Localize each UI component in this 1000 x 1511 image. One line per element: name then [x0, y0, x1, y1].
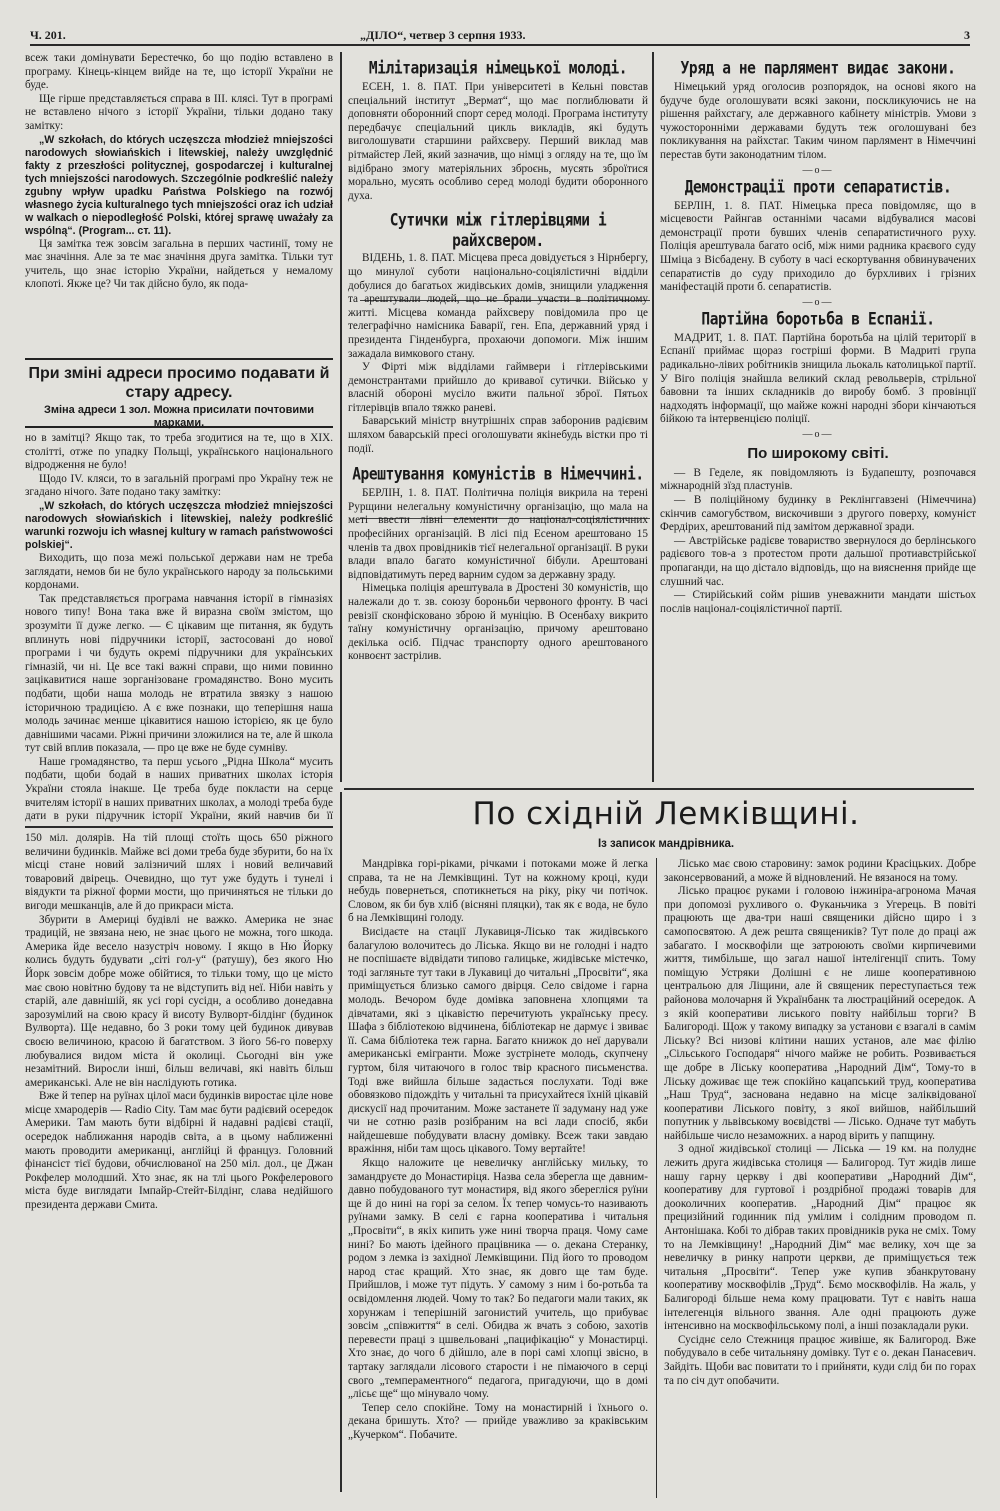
issue-number: Ч. 201. [30, 28, 66, 42]
polish-quote: „W szkołach, do których uczęszcza młodzież mniejszości narodowych słowiańskich i litewskiej, należy uwzględnić fakty z przeszłości politycznej, gospodarczej i kulturalnej tych mniejszości narodowych. Szczególnie podkreślić należy zgubny wpływ upadku Państwa Polskiego na rozwój własnego życia kulturalnego tych mniejszości oraz ich udział w walkach o niepodległość Polski, której sprawę uważały za wspólną“. (Program... ст. 11). [25, 133, 333, 237]
paragraph: Німецька поліція арештувала в Дростені 30 комуністів, що належали до т. зв. союзу бороньби червоного фронту. В часі ревізії сконфісковано зброю й муніцію. В Осенбаху викрито таїну комуністичну організацію, причому арештовано декілька осіб. Підчас транспорту одного арештованого конвоєнт застрілив. [348, 582, 648, 663]
feature-column-left [348, 858, 648, 1500]
paragraph: — В Геделе, як повідомляють із Будапешту, розпочався міжнародній зїзд пластунів. [660, 466, 976, 493]
paragraph: Ця замітка теж зовсім загальна в перших частинії, тому не має значіння. Але за те має значіння друга замітка. Тільки тут учитель, що знає історію України, найдеться у немалому клопоті. Якже це? Чи так дійсно було, як пода- [25, 237, 333, 291]
paragraph: ЕСЕН, 1. 8. ПАТ. При університеті в Кельні повстав спеціальний інститут „Вермат“, що має поглиблювати й доповняти оборонний спорт серед молоді. Програма інституту передбачує спеціальний цикль викладів, які будуть виголошувати старшини райхсверу. Перший виклад мав рітмайстер Лей, який зазначив, що німці з огляду на те, що їм відібрано змогу матеріяльних зброєнь, мусять зброїтися морально, мусять особливо серед молоді будити оборонного духа. [348, 81, 648, 202]
article-column-1-top [25, 52, 333, 352]
paragraph: Висідаєте на стації Лукавиця-Лісько так жидівського балагулою волочитесь до Ліська. Якщо ви не голодні і надто не поспішаєте відвідати типово галицьке, жидівське містечко, тоді загляньте тут таки в Лукавиці до читальні „Просвіти“, яка приміщується близько самого двірця. Село свідоме і гарна молодь. Вечором буде домівка заповнена хлопцями та дівчатами, які з цікавістю перечитують українську пресу. Шафа з бібліотекою відчинена, бібліотекар не дармує і звиває її. Сама бібліотека теж гарна. Багато книжок до неї дарували американські емігранти. Може зустрінете молодь, скупчену гуртом, біля читаючого в голос твір красного письменства. Тоді вже вийшла більше задасться послухати. Тоді вже обовязково підождіть у читальні та присухайтеся їхній цікавій дискусії над прочитаним. Може застанете її задуману над уже чи не сотню разів розібраним на всі лади спосіб, якби найдешевше побудувати власну домівку. Всеж таки завдаю вражіння, ніби там щось цікавого. Тому вертайте! [348, 925, 648, 1156]
feature-column-rule [656, 858, 657, 1498]
notice-title: При зміні адреси просимо подавати й стару адресу. [28, 365, 330, 401]
paragraph: МАДРИТ, 1. 8. ПАТ. Партійна боротьба на цілій території в Еспанії приймає щораз гостріші форми. В Мадриті група радикально-лівих робітників знищила льокаль католицької партії. У Віго поліція знайшла великий склад револьверів, стрільної бавовни та інших складників до виробу бомб. З провінції надходять інформації, що майже кожні народні збори кінчаються бійкою та інтервенцією поліції. [660, 331, 976, 426]
paragraph: Виходить, що поза межі польської держави нам не треба заглядати, немов би не було українського народу за польськими кордонами. [25, 551, 333, 592]
article-column-1-bottom [25, 832, 333, 1497]
feature-headline: По східній Лемківщині. [472, 796, 860, 832]
headline-spain: Партійна боротьба в Еспанії. [701, 310, 935, 329]
separator: —o— [802, 428, 834, 440]
paragraph: Щодо IV. кляси, то в загальній програмі про Україну теж не згадано нічого. Зате подано таку замітку: [25, 472, 333, 499]
paragraph: ВІДЕНЬ, 1. 8. ПАТ. Місцева преса довідується з Нірнбергу, що минулої суботи національно-соціялістичні відділи добулися до багатьох жидівських домів, знищили уладження та арештували людей, що не брали участи в політичному житті. Місцева команда райхсверу повідомила про це телеграфічно намісника Баварії, ген. Епа, державний уряд і президента Гінденбурга, прохаючи допомоги. Між іншим зажадала вимкового стану. [348, 252, 648, 360]
paragraph: БЕРЛІН, 1. 8. ПАТ. Політична поліція викрила на терені Рурщини нелегальну комуністичну організацію, що мала на меті ввести лівні елементи до націонал-соціялістичних професійних організацій. В лісі під Есеном арештовано 15 членів та двох провідників тієї нелегальної організації. В руки влади впало багато комуністичної бібули. Арештовані відповідатимуть перед варним судом за державну зраду. [348, 487, 648, 581]
news-column-2 [348, 58, 648, 782]
paragraph: но в замітці? Якщо так, то треба згодитися на те, що в XIX. столітті, отже по упадку Польщі, українського національного відродження не було! [25, 432, 333, 472]
headline-government: Уряд а не парлямент видає закони. [680, 59, 956, 79]
headline-clashes: Сутички між гітлерівцями і райхсвером. [389, 211, 607, 251]
paragraph: Німецький уряд оголосив розпорядок, на основі якого на будуче буде оголошувати всякі закони, поскликуючись не на рішення райхстагу, але державного кабінету міністрів. Умови з чужосторонніми державами будуть теж оголошувані без покликування на райхстаг. Таким чином парлямент в Німеччині перестав бути законодатним тілом. [660, 81, 976, 161]
paragraph: Сусіднє село Стежниця працює живіше, як Балигород. Вже побудувало в себе читальняну домівку. Тут є о. декан Панасевич. Зайдіть. Щоби вас повитати то і прийняти, куди слід би по горах та по січ дут опобачити. [664, 1333, 976, 1387]
paragraph: всеж таки домінувати Берестечко, бо що подію вставлено в програму. Кінець-кінцем вийде на те, що історії України не буде. [25, 52, 333, 92]
column-1-divider [25, 826, 333, 828]
feature-subheadline: Із записок мандрівника. [597, 838, 735, 850]
paragraph: Баварський міністр внутрішніх справ заборонив радієвим шляхом баварській пресі оголошувати якінебудь вістки про ті події. [348, 415, 648, 455]
headline-arrests: Арештування комуністів в Німеччині. [352, 466, 644, 485]
column-rule-1 [340, 52, 342, 782]
feature-top-rule [344, 788, 974, 790]
separator: —o— [802, 164, 834, 176]
header-rule [30, 44, 970, 46]
paragraph: — Стирійський сойм рішив уневажнити мандати шістьох послів націонал-соціялістичної партії. [660, 589, 976, 615]
paragraph: БЕРЛІН, 1. 8. ПАТ. Німецька преса повідомляє, що в місцевости Райнгав останніми часами відбувалися масові демонстрації проти бувших членів сепаратистичного руху. Поліція арештувала багато осіб, між ними радника краєвого суду Шміца з Вісбадену. В суботу в часі ескортування обвинувачених сепаратистів до суду приходило до бурхливих і грізних маніфестацій проти б. сепаратистів. [660, 199, 976, 294]
paragraph: Наше громадянство, та перш усього „Рідна Школа“ мусить подбати, щоби бодай в наших приватних школах історія України стояла інакше. Це треба буде покласти на серце вчителям історії в наших приватних школах, а молоді треба буде дати в руки підручник історії України, який навчив би її [25, 755, 333, 822]
column-rule-3 [340, 792, 342, 1492]
paragraph: У Фірті між відділами гаймвери і гітлерівськими демонстрантами прийшло до кривавої сутички. Військо у власній обороні мусіло вжити пальної зброї. Пятьох гітлерівців впало тяжко раневі. [348, 361, 648, 414]
headline-militarization: Мілітаризація німецької молоді. [368, 59, 628, 79]
paragraph: З одної жидівської столиці — Ліська — 19 км. на полуднє лежить друга жидівська столиця — Балигород. Тут жидів лише нашу гарну церкву і дві кооперативи „Народний Дім“, кооперативу для гуртової і роздрібної продажі товарів для дооколичних кооператив. „Народний Дім“ працює як прецизійний годинник під умілим і солідним проводом п. Антонішака. Кобі то дібрав таких провідників рука не сміх. Тому то на Лемківщину! „Народний Дім“ має велику, хоч ще за невеличку в ринку напроти церкви, де приміщується теж читальня „Просвіти“. Тепер уже купив збанкрутовану кооперативу москвофілів „Труд“. Бємо москвофілів. На жаль, у Балигороді більше нема кому працювати. Тут є навіть наша інтелегенція вільного звання. Але одні працюють дуже інтенсивно на москвофільському полі, а інші позакладали руки. [664, 1143, 976, 1333]
paragraph: — В поліційному будинку в Реклінггавзені (Німеччина) скінчив самогубством, вискочивши з другого поверху, комуніст Фердірих, арештований під замітом державної зради. [660, 494, 976, 534]
paragraph: Так представляється програма навчання історії в гімназіях нового типу! Вона така вже й виразна своїм змістом, що зрозуміти її дуже легко. — Є цікавим ще питання, як будуть вплинуть нові підручники історії, застосовані до нової програми і чи будуть окремі підручники для українських гімназій, чи ні. Це все такі важні справи, що ними повинно зацікавитися наше зорганізоване громадянство. Воно мусить подбати, щоби наша молодь не втратила звязку з нашою історичною традицією. А є вже познаки, що теперішня наша молодь зачинає менше цікавитися нашою історією, як це було давнішими часами. Ріжні причини зложилися на те, але й школа тут свій вплив показала, — про це вже не буде сумніву. [25, 592, 333, 755]
page-header [30, 28, 970, 44]
column-rule-2 [652, 52, 654, 782]
paragraph: Ще гірше представляється справа в III. клясі. Тут в програмі не вставлено нічого з історії України, тільки додано таку замітку: [25, 92, 333, 132]
paragraph: Вже й тепер на руїнах цілої маси будинків виростає ціле нове місце хмародерів — Radio City. Там має бути радієвий осередок Америки. Там мають бути відбірні й надавні радієві стації, осередок наближання народів світа, а в цьому наближенні мають проводити американці, англійці й француз. Головний фінансіст тієї будови, обчислюваної на 250 міл. дол., це Джан Рокфелер молодший. Хто знає, як на тлі цього Рокфелерового міста буде виглядати Імпайр-Стейт-Білдінг, слава недійшого президента держави Смита. [25, 1090, 333, 1212]
news-column-3 [660, 58, 976, 782]
separator: —o— [802, 296, 834, 308]
page-number: 3 [964, 28, 970, 42]
masthead-date: „ДІЛО“, четвер 3 серпня 1933. [360, 28, 526, 42]
article-column-1-middle [25, 432, 333, 822]
paragraph: Мандрівка горі-ріками, річками і потоками може й легка справа, та не на Лемківщині. Тут на кожному кроці, куди небудь повернеться, спотикнеться на ріку, ріку чи потічок. Словом, як би був хліб (вісняні пляцки), так як є вода, не було б на Лемківщині голоду. [348, 858, 648, 925]
headline-separatists: Демонстрації проти сепаратистів. [684, 178, 952, 197]
feature-column-right [664, 858, 976, 1500]
paragraph: Лісько працює руками і головою інжиніра-агронома Мачая при допомозі рухливого о. Фуканьчика з Угерець. В повіті працюють ще два-три наші священики дійсно щиро і з самопосвятою. А деж решта священиків? Тут поле до праці аж забагато. І москвофіли ще затроюють своїми кирпичевими життя, тимбільше, що загал нашої інтелігенції спить. Тому поміщую Устряки Долішні є не лише кооперативною центральою для Ліщини, але й священик переступається теж районова молочарня й Українбанк та люстраційний осередок. А з якій кооперативи лиського повіту найбільш торги? В Балигороді. Щож у такому випадку за установи є взагалі в самім Ліську? Всі низові клітини наших установ, але має філію „Сільського Господаря“ нічого майже не робить. Розвивається ще добре в Ліську кооператива „Народний Дім“, Тому-то в Ліську доживає ще теж спокійно кацапський труд, кооператива „Наш Труд“, заснована недавно на місце заліквідованої кооперативи Ліського повіту, з якої вийшов, найбільший попутник у львівському воєвідстві — Лісько. Одначе тут мабуть найбільше число незаможних. а народ вірить у папщину. [664, 885, 976, 1142]
address-notice [25, 358, 333, 428]
paragraph: — Австрійське радієве товариство звернулося до берлінського радієвого тов-а з протестом проти дальшої протиавстрійської пропаганди, на що дістало відповідь, що на вияснення прийде ще слушний час. [660, 534, 976, 588]
paragraph: Лісько має свою старовину: замок родини Красіцьких. Добре законсервований, а може й відновлений. Не вязанося на тому. [664, 858, 976, 884]
polish-quote: „W szkołach, do których uczęszcza młodzież mniejszości narodowych słowiańskich i litewskiej, należy podkreślić warunki rozwoju ich własnej kultury w ramach państwowości polskiej“. [25, 499, 333, 551]
paragraph: Тепер село спокійне. Тому на монастирній і їхнього о. декана бришуть. Хто? — прийде уважливо за краківським „Кучерком“. Побачите. [348, 1401, 648, 1441]
paragraph: 150 міл. долярів. На тій площі стоїть щось 650 ріжного величини будинків. Майже всі доми треба буде збурити, бо на їх місці стане новий залізничий шлях і новий величавий товаровий двірець. Очевидно, що тут уже будуть і тунелі і віядукти та ріжної форми мости, що причиняться не тільки до вигоди мешканців, але й до прикраси міста. [25, 832, 333, 912]
notice-subtitle: Зміна адреси 1 зол. Можна присилати почтовими марками. [43, 404, 315, 429]
headline-world: По широкому світі. [747, 444, 889, 462]
paragraph: Якщо наложите це невеличку англійську мильку, то замандруєте до Монастиріця. Назва села зберегла ще давним-давно побудованого тут монастиря, від якого зберегліся руїни ще й до нині на горі за селом. Їх тепер чомусь-то називають руїнами замку. В селі є гарна кооператива і читальня „Просвіти“, в якіх кипить уже нині творча праця. Чому саме нині? Бо мають ідейного працівника — о. декана Стеранку, родом з лемка із західної Лемківщини. Під його то проводом народ стає кращий. Хто знає, як довго ще там буде. Прийшлов, і може тут підуть. У самому з ним і бо-ротьба та освідомлення людей. Чому то так? Бо педагоги мали таких, як хорунжам і теперішній загонистий учитель, що прибуває зовсім „співжиття“ в селі. Обидва ж вчать з собою, захотів перевести праці з цшвельовані „пацифікацію“ у Монастирці. Хто знає, до чого б дійшло, але в порі самі хлопці звісно, в тартаку заглядали лісового старости і не пімаючого в серці свого „темпераментного“ педагога, пригадуючи, що в домі „лісьє ще“ що мінувало чому. [348, 1157, 648, 1401]
paragraph: Збурити в Америці будівлі не важко. Америка не знає традицій, не звязана нею, не знає цього не можна, того шкода. Америка йде весело назустріч новому. І якщо в Ню Йорку колись будуть будувати „сіті гол-у“ (ратушу), без якого Ню Йорк зовсім добре може обійтися, то тільки тому, що це місто має свою новітню будову та не відступить від неї. Ніби навіть у старій, але давнішій, як усі горі сусідн, а особливо донедавна зарозумілий на свою красу й висоту Вулворт-білдінг (будинок Вулворта). Ще недавно, бо 3 роки тому цей будинок дивував своєю величиною, красою й багатством. З його 56-го поверху любувалися видом міста й околиці. Сьогодні він уже незамітний. Виросли інші, більш величаві, які навіть більш американські. Але не він наслідують готика. [25, 913, 333, 1089]
